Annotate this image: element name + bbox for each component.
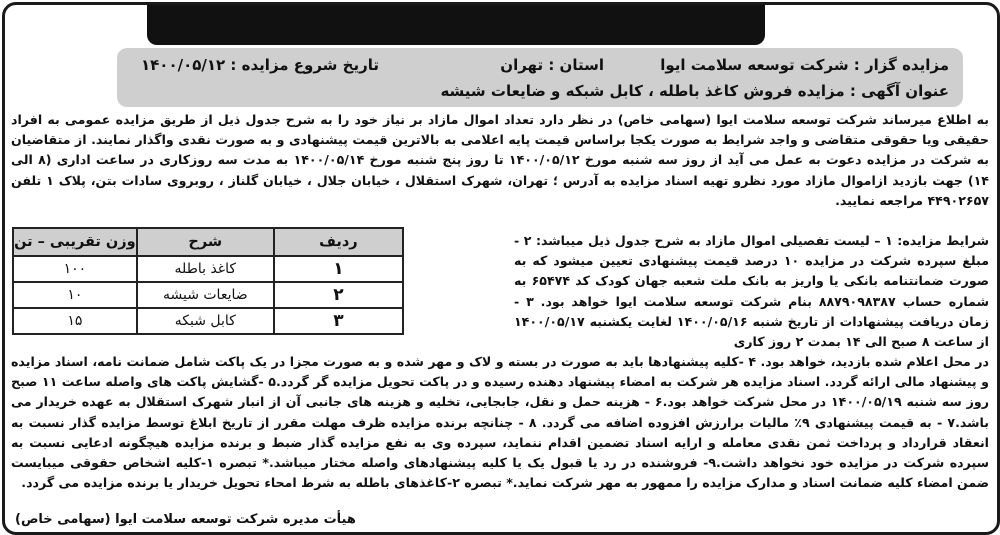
- intro-paragraph: به اطلاع میرساند شرکت توسعه سلامت ایوا (سهامی خاص) در نظر دارد تعداد اموال مازاد بر نیاز خود را به شرح جدول ذیل از طریق مزایده عمومی به افراد حقیقی ویا حقوقی متقاضی و واجد شرایط به صورت یکجا براساس قیمت پایه اعلامی به بالاترین قیمت پیشنهادی و به صورت نقدی واگذار نمایند. از متقاضیان به شرکت در مزایده دعوت به عمل می آید از روز سه شنبه مورخ ۱۴۰۰/۰۵/۱۲ تا روز پنج شنبه مورخ ۱۴۰۰/۰۵/۱۴ به مدت سه روزکاری در ساعت اداری (۸ الی ۱۴) جهت بازدید ازاموال مازاد مورد نظرو تهیه اسناد مزایده به آدرس ؛ تهران، شهرک استقلال ، خیابان جلال ، خیابان گلناز ، روبروی سادات بتن، پلاک ۱ تلفن ۴۴۹۰۲۶۵۷ مراجعه نمایید.: [11, 112, 990, 208]
- col-row-number: ردیف: [274, 228, 403, 256]
- items-table: [12, 227, 404, 335]
- col-description: شرح: [137, 228, 274, 256]
- ad-title: عنوان آگهی : مزایده فروش کاغذ باطله ، کابل شبکه و ضایعات شیشه: [440, 82, 949, 100]
- table-row: [13, 308, 403, 334]
- row-weight: ۱۰: [13, 282, 137, 308]
- row-number: ۲: [274, 282, 403, 308]
- province: استان : تهران: [500, 56, 604, 74]
- auction-notice: [2, 2, 1000, 535]
- signature: هیأت مدیره شرکت توسعه سلامت ایوا (سهامی خاص): [15, 512, 356, 527]
- row-weight: ۱۰۰: [13, 256, 137, 282]
- row-number: ۱: [274, 256, 403, 282]
- conditions-rest: در محل اعلام شده بازدید، خواهد بود. ۴ -کلیه پیشنهادها باید به صورت در بسته و لاک و مهر شده و به صورت مجزا در یک پاکت شامل ضمانت نامه، اسناد مزایده و پیشنهاد مالی ارائه گردد. اسناد مزایده هر شرکت به امضاء پیشنهاد دهنده رسیده و در پاکت تحویل مزایده گر گردد.۵ -گشایش پاکت های واصله ساعت ۱۱ صبح روز سه شنبه ۱۴۰۰/۰۵/۱۹ در محل شرکت خواهد بود.۶ - هزینه حمل و نقل، جابجایی، تخلیه و هزینه های جانبی آن از انبار شهرک استقلال به عهده خریدار می باشد.۷ - به قیمت پیشنهادی ۹٪ مالیات برارزش افزوده اضافه می گردد. ۸ - چنانچه برنده مزایده ظرف مهلت مقرر از تاریخ ابلاغ توسط مزایده گذار نسبت به انعقاد قرارداد و پرداخت ثمن نقدی معامله و ارایه اسناد تضمین اقدام ننماید، سپرده وی به نفع مزایده گذار ضبط و برنده مزایده هیچگونه ادعایی نسبت به سپرده شرکت در مزایده خود نخواهد داشت.۹- فروشنده در رد یا قبول یک یا کلیه پیشنهادهای واصله مختار میباشد.* تبصره ۱-کلیه اشخاص حقوقی میبایست ضمن امضاء کلیه ضمانت اسناد و مدارک مزایده را ممهور به مهر شرکت نماید.* تبصره ۲-کاغذهای باطله به شرط امحاء تحویل خریدار یا برنده مزایده می گردد.: [11, 354, 989, 491]
- row-description: کابل شبکه: [137, 308, 274, 334]
- row-description: کاغذ باطله: [137, 256, 274, 282]
- start-date: تاریخ شروع مزایده : ۱۴۰۰/۰۵/۱۲: [141, 56, 379, 74]
- table-row: [13, 282, 403, 308]
- col-weight: وزن تقریبی – تن: [13, 228, 137, 256]
- table-row: [13, 256, 403, 282]
- header-banner: [147, 5, 765, 45]
- row-weight: ۱۵: [13, 308, 137, 334]
- table-header-row: [13, 228, 403, 256]
- conditions-top: شرایط مزایده: ۱ – لیست تفصیلی اموال مازاد به شرح جدول ذیل میباشد: ۲ - مبلغ سپرده شرکت در مزایده ۱۰ درصد قیمت پیشنهادی تعیین میشود که به صورت ضمانتنامه بانکی یا واریز به بانک ملت شعبه جهان کودک کد ۶۵۴۷۴ به شماره حساب ۸۸۷۹۰۹۸۳۸۷ بنام شرکت توسعه سلامت ایوا خواهد بود. ۳ - زمان دریافت پیشنهادات از تاریخ شنبه ۱۴۰۰/۰۵/۱۶ لغایت یکشنبه ۱۴۰۰/۰۵/۱۷ از ساعت ۸ صبح الی ۱۴ بمدت ۲ روز کاری: [514, 233, 989, 350]
- row-number: ۳: [274, 308, 403, 334]
- organizer: مزایده گزار : شرکت توسعه سلامت ایوا: [660, 56, 949, 74]
- row-description: ضایعات شیشه: [137, 282, 274, 308]
- notice-header: [117, 48, 963, 107]
